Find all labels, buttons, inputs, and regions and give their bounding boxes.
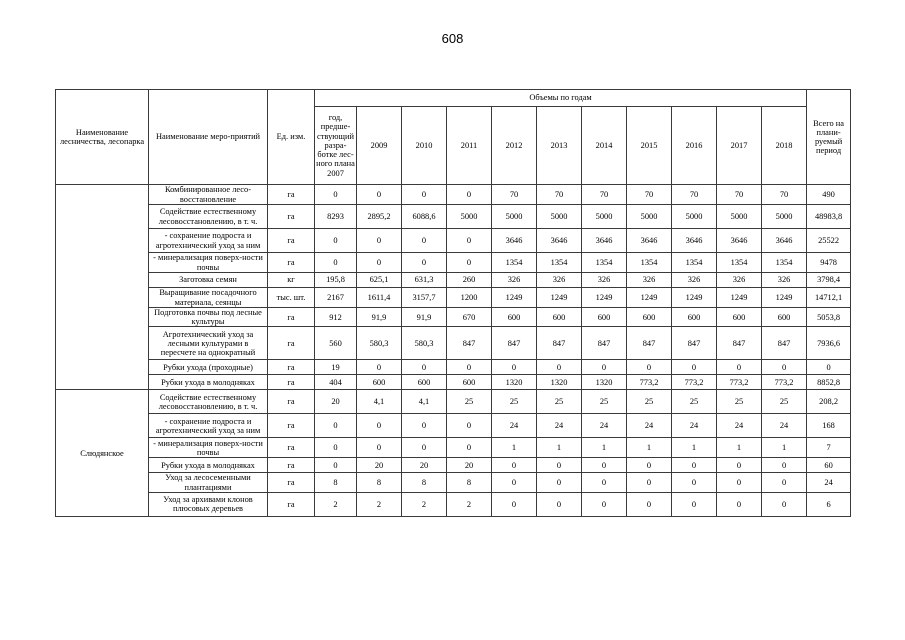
value-cell: 0: [762, 473, 807, 492]
value-cell: 91,9: [402, 308, 447, 327]
value-cell: 773,2: [717, 375, 762, 390]
value-cell: 24: [717, 414, 762, 438]
table-row: [56, 229, 851, 253]
value-cell: 1249: [672, 288, 717, 308]
activity-cell: Рубки ухода (проходные): [149, 360, 268, 375]
value-cell: 0: [402, 360, 447, 375]
activity-cell: Уход за архивами клонов плюсовых деревьев: [149, 492, 268, 516]
header-base-year: год, предше-ствующий разра-ботке лес-ного плана 2007: [315, 107, 357, 185]
value-cell: 0: [402, 229, 447, 253]
value-cell: 6088,6: [402, 205, 447, 229]
value-cell: 25: [582, 390, 627, 414]
value-cell: 1249: [717, 288, 762, 308]
value-cell: 0: [357, 414, 402, 438]
value-cell: 8293: [315, 205, 357, 229]
value-cell: 1: [762, 438, 807, 458]
value-cell: 1354: [627, 253, 672, 273]
unit-cell: га: [268, 327, 315, 360]
value-cell: 1320: [537, 375, 582, 390]
unit-cell: га: [268, 185, 315, 205]
total-cell: 60: [807, 458, 851, 473]
unit-cell: га: [268, 229, 315, 253]
table-row: [56, 253, 851, 273]
value-cell: 8: [357, 473, 402, 492]
value-cell: 0: [357, 253, 402, 273]
activity-cell: Заготовка семян: [149, 273, 268, 288]
value-cell: 0: [672, 473, 717, 492]
value-cell: 0: [492, 458, 537, 473]
activity-cell: - минерализация поверх-ности почвы: [149, 438, 268, 458]
value-cell: 70: [762, 185, 807, 205]
value-cell: 0: [627, 458, 672, 473]
value-cell: 326: [537, 273, 582, 288]
value-cell: 0: [357, 229, 402, 253]
header-year: 2017: [717, 107, 762, 185]
value-cell: 5000: [717, 205, 762, 229]
value-cell: 600: [717, 308, 762, 327]
total-cell: 25522: [807, 229, 851, 253]
unit-cell: га: [268, 253, 315, 273]
activity-cell: Подготовка почвы под лесные культуры: [149, 308, 268, 327]
value-cell: 5000: [627, 205, 672, 229]
value-cell: 0: [582, 492, 627, 516]
value-cell: 773,2: [762, 375, 807, 390]
value-cell: 847: [672, 327, 717, 360]
value-cell: 326: [717, 273, 762, 288]
value-cell: 0: [447, 185, 492, 205]
value-cell: 25: [762, 390, 807, 414]
value-cell: 600: [492, 308, 537, 327]
value-cell: 847: [447, 327, 492, 360]
value-cell: 20: [402, 458, 447, 473]
unit-cell: га: [268, 360, 315, 375]
value-cell: 326: [492, 273, 537, 288]
value-cell: 0: [582, 473, 627, 492]
table-row: [56, 327, 851, 360]
region-cell: [56, 185, 149, 390]
value-cell: 847: [717, 327, 762, 360]
value-cell: 847: [627, 327, 672, 360]
value-cell: 1354: [492, 253, 537, 273]
page-number: 608: [441, 31, 464, 46]
total-cell: 14712,1: [807, 288, 851, 308]
value-cell: 600: [627, 308, 672, 327]
value-cell: 2: [357, 492, 402, 516]
value-cell: 600: [762, 308, 807, 327]
value-cell: 600: [672, 308, 717, 327]
total-cell: 168: [807, 414, 851, 438]
value-cell: 580,3: [357, 327, 402, 360]
value-cell: 0: [537, 492, 582, 516]
value-cell: 5000: [447, 205, 492, 229]
value-cell: 3646: [717, 229, 762, 253]
value-cell: 0: [357, 360, 402, 375]
value-cell: 600: [357, 375, 402, 390]
value-cell: 0: [717, 492, 762, 516]
header-year: 2016: [672, 107, 717, 185]
activity-cell: Содействие естественному лесовосстановлению, в т. ч.: [149, 390, 268, 414]
unit-cell: га: [268, 458, 315, 473]
value-cell: 0: [447, 229, 492, 253]
value-cell: 1354: [717, 253, 762, 273]
value-cell: 1: [582, 438, 627, 458]
value-cell: 326: [582, 273, 627, 288]
value-cell: 1249: [537, 288, 582, 308]
header-year: 2015: [627, 107, 672, 185]
activity-cell: Рубки ухода в молодняках: [149, 458, 268, 473]
value-cell: 0: [717, 458, 762, 473]
value-cell: 1: [672, 438, 717, 458]
value-cell: 5000: [492, 205, 537, 229]
header-year: 2009: [357, 107, 402, 185]
value-cell: 0: [537, 360, 582, 375]
activity-cell: Содействие естественному лесовосстановлению, в т. ч.: [149, 205, 268, 229]
total-cell: 24: [807, 473, 851, 492]
activity-cell: - минерализация поверх-ности почвы: [149, 253, 268, 273]
value-cell: 0: [627, 492, 672, 516]
value-cell: 773,2: [672, 375, 717, 390]
value-cell: 3646: [627, 229, 672, 253]
total-cell: 6: [807, 492, 851, 516]
activity-cell: Комбинированное лесо-восстановление: [149, 185, 268, 205]
value-cell: 0: [402, 253, 447, 273]
value-cell: 1: [537, 438, 582, 458]
value-cell: 24: [762, 414, 807, 438]
header-year: 2012: [492, 107, 537, 185]
value-cell: 24: [582, 414, 627, 438]
value-cell: 70: [582, 185, 627, 205]
value-cell: 0: [492, 473, 537, 492]
value-cell: 600: [537, 308, 582, 327]
value-cell: 0: [762, 360, 807, 375]
value-cell: 1249: [627, 288, 672, 308]
total-cell: 9478: [807, 253, 851, 273]
value-cell: 631,3: [402, 273, 447, 288]
value-cell: 70: [537, 185, 582, 205]
header-total: Всего на плани-руемый период: [807, 90, 851, 185]
value-cell: 3646: [762, 229, 807, 253]
header-unit: Ед. изм.: [268, 90, 315, 185]
table-row: [56, 360, 851, 375]
unit-cell: га: [268, 438, 315, 458]
value-cell: 2895,2: [357, 205, 402, 229]
value-cell: 70: [627, 185, 672, 205]
value-cell: 0: [402, 414, 447, 438]
value-cell: 0: [492, 492, 537, 516]
value-cell: 912: [315, 308, 357, 327]
region-cell: Слюдянское: [56, 390, 149, 516]
value-cell: 1320: [582, 375, 627, 390]
value-cell: 4,1: [402, 390, 447, 414]
unit-cell: га: [268, 375, 315, 390]
table-row: [56, 205, 851, 229]
value-cell: 8: [315, 473, 357, 492]
value-cell: 1354: [672, 253, 717, 273]
header-volumes-by-year: Объемы по годам: [315, 90, 807, 107]
header-activity: Наименование меро-приятий: [149, 90, 268, 185]
table-row: [56, 390, 851, 414]
value-cell: 5000: [582, 205, 627, 229]
total-cell: 7936,6: [807, 327, 851, 360]
value-cell: 0: [315, 414, 357, 438]
header-year: 2018: [762, 107, 807, 185]
value-cell: 0: [582, 360, 627, 375]
value-cell: 2: [447, 492, 492, 516]
value-cell: 3157,7: [402, 288, 447, 308]
total-cell: 7: [807, 438, 851, 458]
header-year: 2010: [402, 107, 447, 185]
value-cell: 70: [672, 185, 717, 205]
value-cell: 3646: [672, 229, 717, 253]
header-region: Наименование лесничества, лесопарка: [56, 90, 149, 185]
value-cell: 847: [492, 327, 537, 360]
value-cell: 0: [672, 360, 717, 375]
value-cell: 2: [402, 492, 447, 516]
forestry-plan-table: [55, 89, 851, 517]
table-row: [56, 458, 851, 473]
unit-cell: га: [268, 205, 315, 229]
value-cell: 3646: [582, 229, 627, 253]
value-cell: 195,8: [315, 273, 357, 288]
value-cell: 0: [447, 438, 492, 458]
value-cell: 0: [672, 458, 717, 473]
value-cell: 0: [357, 438, 402, 458]
table-row: [56, 375, 851, 390]
value-cell: 0: [402, 438, 447, 458]
value-cell: 0: [627, 360, 672, 375]
activity-cell: Уход за лесосеменными плантациями: [149, 473, 268, 492]
value-cell: 1: [717, 438, 762, 458]
value-cell: 0: [582, 458, 627, 473]
unit-cell: га: [268, 414, 315, 438]
value-cell: 0: [447, 360, 492, 375]
value-cell: 1200: [447, 288, 492, 308]
table-row: [56, 185, 851, 205]
value-cell: 0: [762, 458, 807, 473]
value-cell: 326: [672, 273, 717, 288]
value-cell: 20: [357, 458, 402, 473]
activity-cell: Выращивание посадочного материала, сеянцы: [149, 288, 268, 308]
value-cell: 5000: [672, 205, 717, 229]
value-cell: 0: [627, 473, 672, 492]
unit-cell: га: [268, 308, 315, 327]
value-cell: 326: [762, 273, 807, 288]
value-cell: 91,9: [357, 308, 402, 327]
value-cell: 0: [315, 458, 357, 473]
value-cell: 8: [447, 473, 492, 492]
total-cell: 3798,4: [807, 273, 851, 288]
value-cell: 1249: [762, 288, 807, 308]
total-cell: 0: [807, 360, 851, 375]
activity-cell: Агротехнический уход за лесными культурами в пересчете на однократный: [149, 327, 268, 360]
value-cell: 1: [627, 438, 672, 458]
value-cell: 847: [762, 327, 807, 360]
value-cell: 5000: [762, 205, 807, 229]
value-cell: 2: [315, 492, 357, 516]
table-row: [56, 288, 851, 308]
value-cell: 8: [402, 473, 447, 492]
total-cell: 5053,8: [807, 308, 851, 327]
value-cell: 326: [627, 273, 672, 288]
table-row: [56, 438, 851, 458]
unit-cell: кг: [268, 273, 315, 288]
total-cell: 208,2: [807, 390, 851, 414]
value-cell: 70: [717, 185, 762, 205]
value-cell: 0: [762, 492, 807, 516]
value-cell: 1320: [492, 375, 537, 390]
value-cell: 0: [315, 185, 357, 205]
value-cell: 24: [492, 414, 537, 438]
unit-cell: га: [268, 492, 315, 516]
value-cell: 70: [492, 185, 537, 205]
value-cell: 25: [492, 390, 537, 414]
value-cell: 20: [315, 390, 357, 414]
value-cell: 625,1: [357, 273, 402, 288]
table-row: [56, 273, 851, 288]
value-cell: 600: [447, 375, 492, 390]
value-cell: 560: [315, 327, 357, 360]
value-cell: 0: [717, 360, 762, 375]
value-cell: 0: [447, 253, 492, 273]
table-body: [56, 185, 851, 517]
value-cell: 404: [315, 375, 357, 390]
total-cell: 8852,8: [807, 375, 851, 390]
value-cell: 25: [537, 390, 582, 414]
value-cell: 25: [627, 390, 672, 414]
value-cell: 19: [315, 360, 357, 375]
activity-cell: - сохранение подроста и агротехнический уход за ним: [149, 229, 268, 253]
value-cell: 24: [627, 414, 672, 438]
unit-cell: га: [268, 390, 315, 414]
value-cell: 600: [402, 375, 447, 390]
value-cell: 1354: [537, 253, 582, 273]
value-cell: 0: [402, 185, 447, 205]
value-cell: 0: [315, 229, 357, 253]
total-cell: 48983,8: [807, 205, 851, 229]
value-cell: 25: [672, 390, 717, 414]
value-cell: 3646: [492, 229, 537, 253]
value-cell: 260: [447, 273, 492, 288]
value-cell: 3646: [537, 229, 582, 253]
value-cell: 773,2: [627, 375, 672, 390]
header-year: 2011: [447, 107, 492, 185]
value-cell: 0: [537, 458, 582, 473]
value-cell: 0: [537, 473, 582, 492]
value-cell: 24: [672, 414, 717, 438]
value-cell: 25: [447, 390, 492, 414]
value-cell: 1354: [582, 253, 627, 273]
value-cell: 1354: [762, 253, 807, 273]
value-cell: 847: [582, 327, 627, 360]
value-cell: 4,1: [357, 390, 402, 414]
value-cell: 847: [537, 327, 582, 360]
table-row: [56, 473, 851, 492]
value-cell: 5000: [537, 205, 582, 229]
value-cell: 0: [672, 492, 717, 516]
value-cell: 0: [447, 414, 492, 438]
value-cell: 580,3: [402, 327, 447, 360]
value-cell: 0: [315, 253, 357, 273]
table-row: [56, 414, 851, 438]
value-cell: 25: [717, 390, 762, 414]
table-row: [56, 492, 851, 516]
value-cell: 20: [447, 458, 492, 473]
value-cell: 0: [315, 438, 357, 458]
value-cell: 1: [492, 438, 537, 458]
header-year: 2013: [537, 107, 582, 185]
header-year: 2014: [582, 107, 627, 185]
value-cell: 670: [447, 308, 492, 327]
value-cell: 1611,4: [357, 288, 402, 308]
value-cell: 0: [717, 473, 762, 492]
value-cell: 1249: [582, 288, 627, 308]
value-cell: 1249: [492, 288, 537, 308]
activity-cell: - сохранение подроста и агротехнический уход за ним: [149, 414, 268, 438]
value-cell: 0: [492, 360, 537, 375]
table-row: [56, 308, 851, 327]
value-cell: 2167: [315, 288, 357, 308]
value-cell: 24: [537, 414, 582, 438]
value-cell: 0: [357, 185, 402, 205]
activity-cell: Рубки ухода в молодняках: [149, 375, 268, 390]
unit-cell: га: [268, 473, 315, 492]
table-header: [56, 90, 851, 185]
total-cell: 490: [807, 185, 851, 205]
value-cell: 600: [582, 308, 627, 327]
unit-cell: тыс. шт.: [268, 288, 315, 308]
